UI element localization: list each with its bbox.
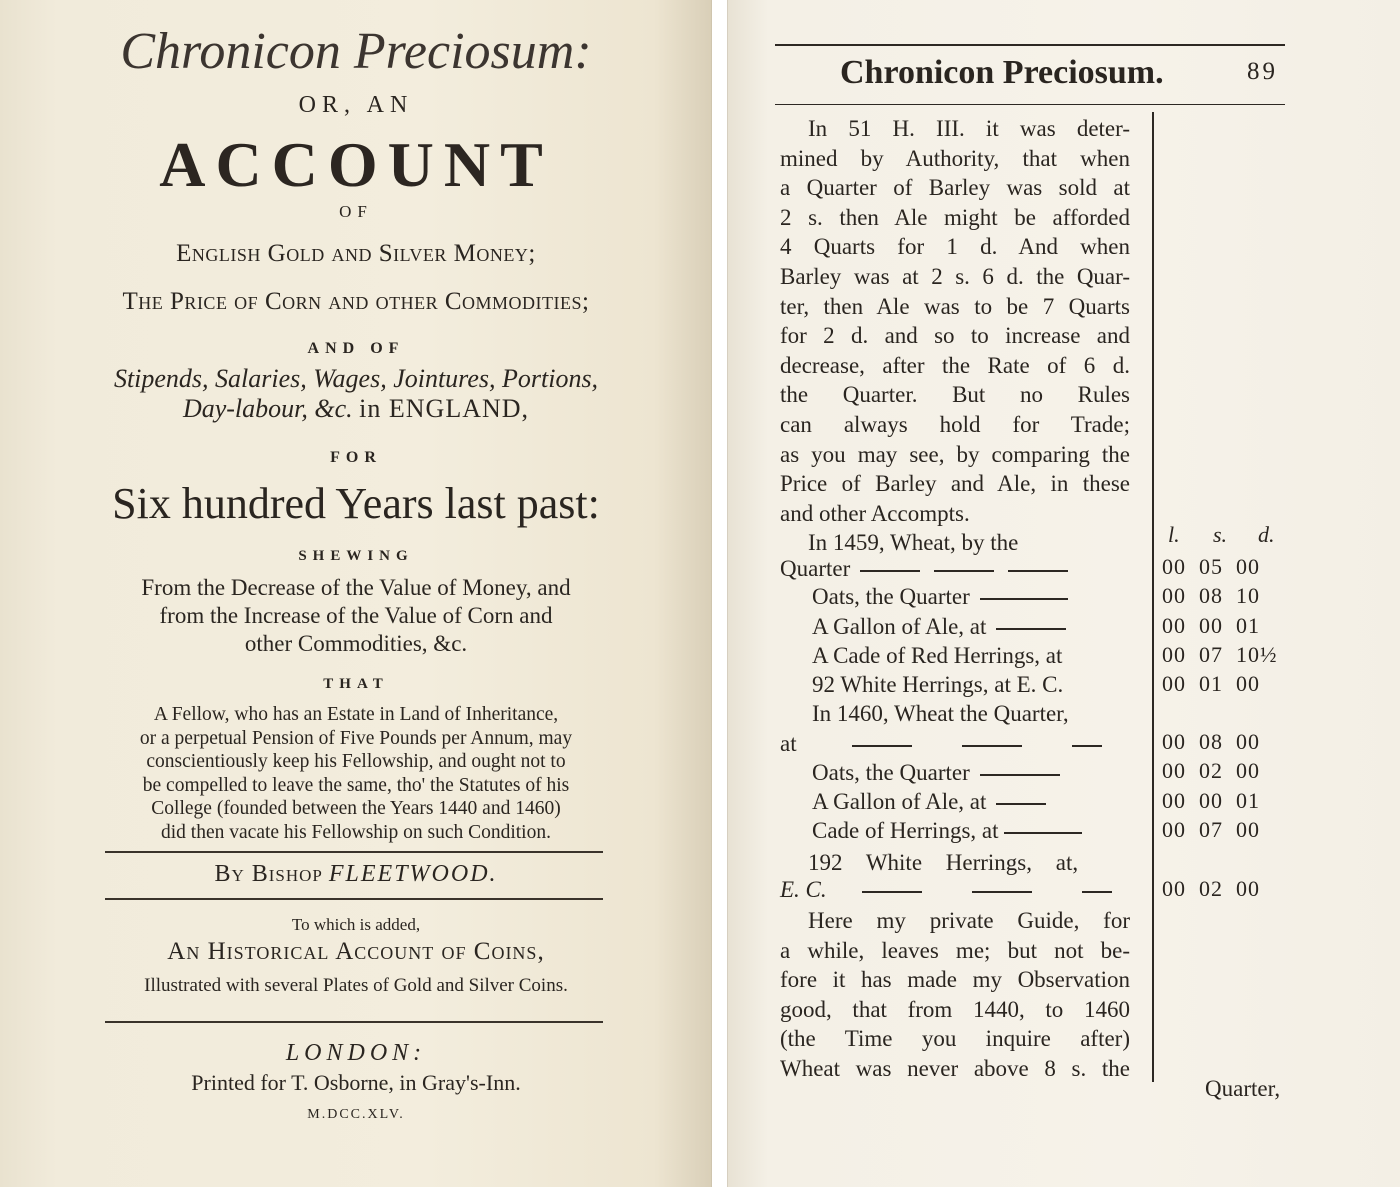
entry-label: 92 White Herrings, at E. C. [812,672,1064,697]
book-title: Chronicon Preciosum: [120,23,592,80]
divider-rule [105,851,603,853]
entry-row [812,584,1072,610]
entry-row [812,818,1086,844]
and-of: AND OF [307,340,405,357]
body-line: a Quarter of Barley was sold at [780,175,1130,201]
entry-label: In 1459, Wheat, by the [808,530,1019,555]
col-header-shillings: s. [1213,522,1228,547]
author-line [0,861,712,888]
column-divider [1152,112,1154,1082]
entry-row [812,701,1069,727]
entry-value: 00 00 01 [1162,788,1260,813]
entry-value: 00 08 00 [1162,729,1260,754]
entry-row [812,672,1063,698]
that-line: conscientiously keep his Fellowship, and ought not to [146,751,566,772]
author-prefix: By Bishop [214,861,323,887]
body-line: Price of Barley and Ale, in these [780,471,1130,497]
col-header-pence: d. [1258,522,1275,547]
six-hundred-years: Six hundred Years last past: [112,479,600,528]
entry-label-cont [780,731,1106,757]
entry-row [812,643,1062,669]
subtitle-or-an: OR, AN [298,92,414,118]
that-line: did then vacate his Fellowship on such Condition. [161,821,551,843]
that-line: A Fellow, who has an Estate in Land of Inheritance, [153,704,559,725]
tail-line: Here my private Guide, for [808,908,1130,933]
added-line: To which is added, [291,915,421,934]
body-line: ter, then Ale was to be 7 Quarts [780,293,1130,319]
leader-dash [980,774,1060,776]
printed-line: Printed for T. Osborne, in Gray's-Inn. [191,1070,521,1095]
london-label: LONDON: [285,1040,427,1066]
shewing-line: From the Decrease of the Value of Money, and [141,575,571,600]
body-line: and other Accompts. [780,500,970,526]
shewing-line: from the Increase of the Value of Corn and [159,603,553,628]
entry-value: 00 02 00 [1162,876,1260,901]
divider-rule [105,1021,603,1023]
entry-value: 00 01 00 [1162,671,1260,696]
body-line: as you may see, by comparing the [780,441,1130,467]
historical-account: An Historical Account of Coins, [167,938,545,965]
line-daylabour-england: in ENGLAND, [359,394,530,423]
that-label: THAT [323,676,389,692]
tail-line: good, that from 1440, to 1460 [780,996,1130,1022]
body-line: the Quarter. But no Rules [780,382,1130,408]
leader-dash [934,570,994,572]
body-line: 4 Quarts for 1 d. And when [780,234,1130,260]
leader-dash [962,745,1022,747]
body-line: mined by Authority, that when [780,145,1130,171]
header-bottom-rule [775,104,1285,105]
line-stipends: Stipends, Salaries, Wages, Jointures, Portions, [113,364,599,393]
author-name: FLEETWOOD. [328,861,498,887]
entry-row [812,789,1050,815]
entry-value: 00 07 10½ [1162,642,1278,667]
page-number: 89 [1247,58,1278,85]
that-line: be compelled to leave the same, tho' the Statutes of his [142,774,570,796]
entry-value: 00 00 01 [1162,613,1260,638]
entry-value: 00 02 00 [1162,758,1260,783]
entry-label: 192 White Herrings, at, [808,850,1079,875]
col-header-pounds: l. [1168,522,1180,547]
entry-value: 00 05 00 [1162,554,1260,579]
leader-dash [852,745,912,747]
leader-dash [860,570,920,572]
that-line: College (founded between the Years 1440 and 1460) [151,798,561,819]
that-line: or a perpetual Pension of Five Pounds per Annum, may [139,727,573,749]
tail-line: fore it has made my Observation [780,967,1130,993]
leader-dash [1008,570,1068,572]
leader-dash [996,803,1046,805]
entry-row [812,614,1070,640]
entry-label-text: Quarter [780,556,851,581]
line-daylabour-italic: Day-labour, &c. [182,394,353,423]
leader-dash [1072,745,1102,747]
tail-line: Wheat was never above 8 s. the [780,1056,1130,1081]
catchword: Quarter, [1205,1076,1281,1101]
leader-dash [980,598,1068,600]
publication-year: M.DCC.XLV. [307,1107,405,1122]
body-line: decrease, after the Rate of 6 d. [780,352,1130,378]
leader-dash [996,628,1066,630]
body-line: 2 s. then Ale might be afforded [780,204,1130,230]
running-header-title: Chronicon Preciosum. [840,54,1164,91]
entry-label: A Gallon of Ale, at [812,614,987,639]
entry-label-cont [780,556,1072,582]
entry-label: A Cade of Red Herrings, at [812,643,1063,668]
line-price: The Price of Corn and other Commodities; [122,288,590,315]
tail-line: a while, leaves me; but not be- [780,937,1130,963]
subtitle-of: OF [339,202,373,221]
body-line: for 2 d. and so to increase and [780,323,1130,349]
entry-label-cont [780,877,1116,903]
header-top-rule [775,44,1285,46]
shewing-line: other Commodities, &c. [244,631,468,656]
entry-label: A Gallon of Ale, at [812,789,987,814]
entry-label: In 1460, Wheat the Quarter, [812,701,1069,726]
subtitle-account: ACCOUNT [159,129,553,200]
shewing-label: SHEWING [298,548,414,564]
that-text [0,703,712,844]
body-line: can always hold for Trade; [780,412,1130,437]
tail-line: (the Time you inquire after) [780,1026,1130,1052]
leader-dash [972,891,1032,893]
entry-label: Cade of Herrings, at [812,818,999,843]
leader-dash [1004,832,1082,834]
entry-label-text: at [780,731,797,756]
body-line: In 51 H. III. it was deter- [808,116,1130,141]
entry-value: 00 08 10 [1162,583,1260,608]
shewing-text [0,574,712,658]
for-label: FOR [330,449,382,466]
line-money: English Gold and Silver Money; [176,240,536,267]
divider-rule [105,898,603,900]
entry-value: 00 07 00 [1162,817,1260,842]
body-line: Barley was at 2 s. 6 d. the Quar- [780,264,1130,289]
line-daylabour [0,394,712,424]
entry-label: Oats, the Quarter [812,584,970,609]
entry-label-text: E. C. [780,877,827,902]
leader-dash [1082,891,1112,893]
leader-dash [862,891,922,893]
illustrated-line: Illustrated with several Plates of Gold and Silver Coins. [144,975,568,996]
entry-label: Oats, the Quarter [812,760,970,785]
entry-row [812,760,1064,786]
